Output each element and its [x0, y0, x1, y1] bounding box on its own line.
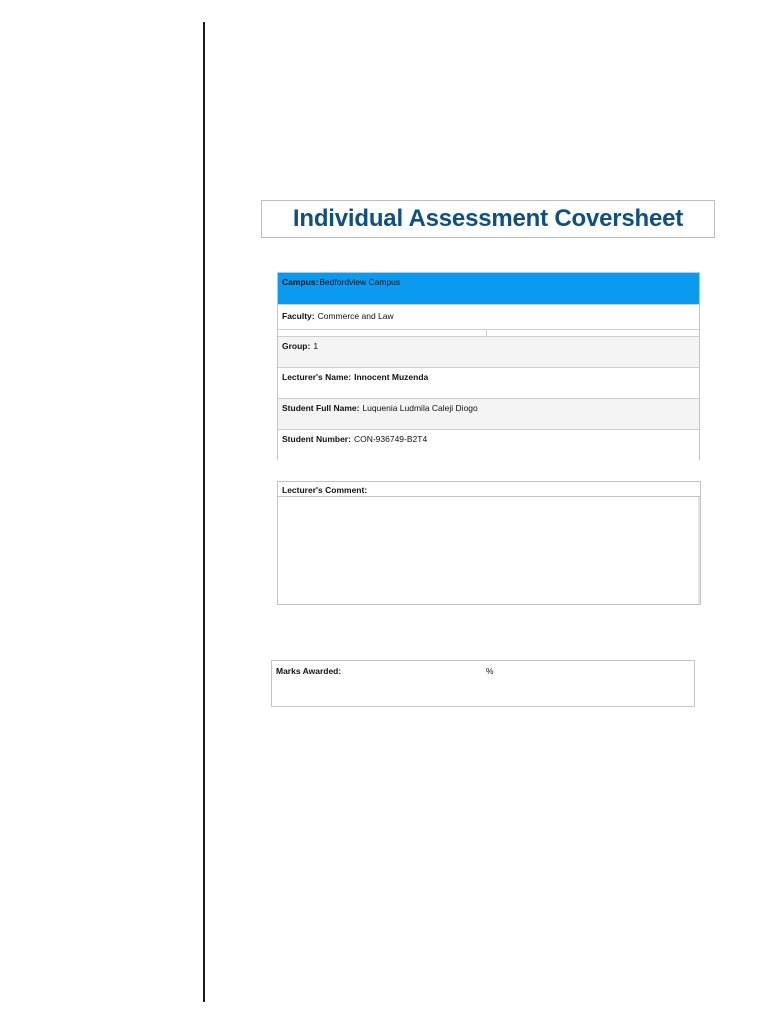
faculty-label: Faculty: [282, 311, 315, 321]
lecturer-comment-box [277, 481, 701, 605]
group-value[interactable]: 1 [313, 341, 319, 351]
page-margin-rule [203, 22, 205, 1002]
split-row [278, 329, 699, 337]
percent-sign: % [486, 666, 494, 676]
student-number-label: Student Number: [282, 434, 351, 444]
lecturer-value[interactable]: Innocent Muzenda [354, 372, 429, 382]
marks-awarded-label: Marks Awarded: [276, 666, 342, 676]
student-number-row [278, 430, 699, 460]
marks-awarded-field[interactable] [392, 666, 482, 678]
marks-awarded-box [271, 660, 695, 707]
student-name-value[interactable]: Luquenia Ludmila Caleji Diogo [362, 403, 478, 413]
student-info-table [277, 272, 700, 460]
title-box [261, 200, 715, 238]
lecturer-row [278, 368, 699, 399]
student-name-label: Student Full Name: [282, 403, 360, 413]
campus-label: Campus: [282, 277, 319, 287]
lecturer-comment-field[interactable] [278, 497, 700, 604]
group-label: Group: [282, 341, 311, 351]
campus-row [278, 273, 699, 305]
lecturer-comment-label: Lecturer's Comment: [278, 482, 700, 497]
student-name-row [278, 399, 699, 430]
lecturer-label: Lecturer's Name: [282, 372, 352, 382]
page-title: Individual Assessment Coversheet [292, 205, 684, 232]
student-number-value[interactable]: CON-936749-B2T4 [353, 434, 428, 444]
faculty-value[interactable]: Commerce and Law [317, 311, 394, 321]
campus-value[interactable]: Bedfordview Campus [319, 277, 401, 287]
group-row [278, 337, 699, 368]
